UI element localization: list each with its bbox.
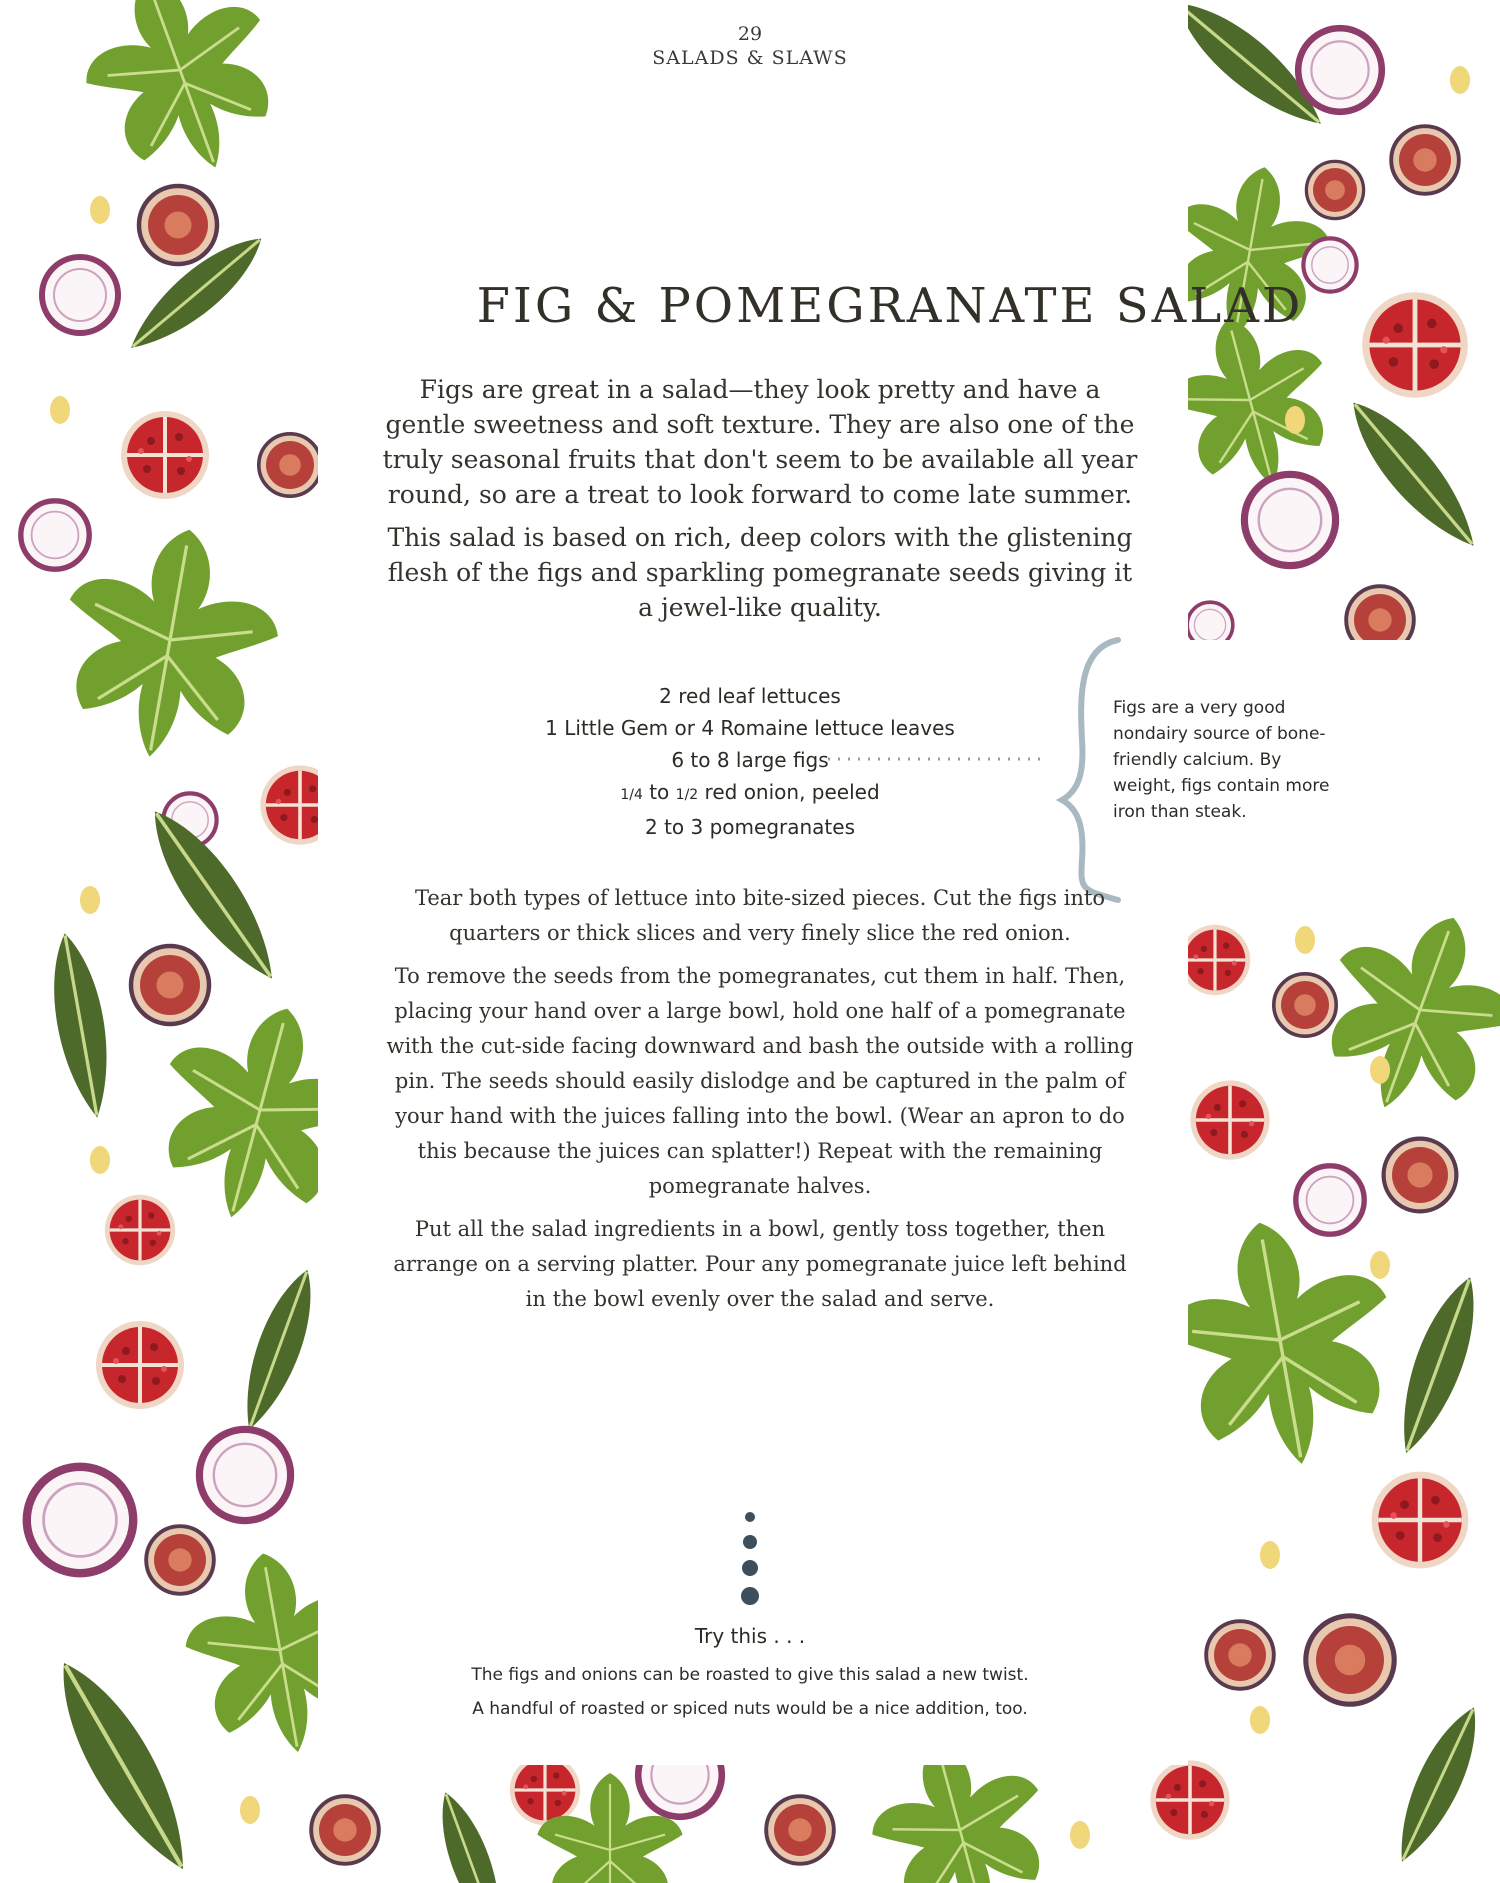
method-step: Tear both types of lettuce into bite-sized pieces. Cut the figs into quarters or thick slices and very finely slice the red onion. (414, 886, 1106, 945)
ingredient-rest: red onion, peeled (704, 780, 880, 804)
intro-paragraph: Figs are great in a salad—they look pretty and have a gentle sweetness and soft texture. They are also one of the truly seasonal fruits that don't seem to be available all year round, so are a treat to look forward to come late summer. (382, 375, 1138, 509)
ingredient-item (490, 776, 1010, 811)
recipe-title: FIG & POMEGRANATE SALAD (476, 278, 1304, 334)
tip-body (430, 1658, 1070, 1726)
ingredient-list (490, 680, 1010, 843)
ingredient-item: 6 to 8 large figs (671, 748, 829, 772)
ingredient-item: 2 red leaf lettuces (659, 684, 841, 708)
ingredient-item: 1 Little Gem or 4 Romaine lettuce leaves (545, 716, 955, 740)
fraction-to: 1/2 (675, 787, 699, 803)
recipe-intro (380, 372, 1140, 633)
tip-line: The figs and onions can be roasted to give this salad a new twist. (471, 1665, 1029, 1685)
recipe-method (380, 881, 1140, 1325)
ingredient-item: 2 to 3 pomegranates (645, 815, 855, 839)
method-step: To remove the seeds from the pomegranates, cut them in half. Then, placing your hand over a large bowl, hold one half of a pomegranate with the cut-side facing downward and bash the outside with a rolling pin. The seeds should easily dislodge and be captured in the palm of your hand with the juices falling into the bowl. (Wear an apron to do this because the juices can splatter!) Repeat with the remaining pomegranate halves. (386, 964, 1134, 1198)
page-header (0, 22, 1500, 70)
side-note: Figs are a very good nondairy source of bone-friendly calcium. By weight, figs contain more iron than steak. (1113, 698, 1330, 822)
method-step: Put all the salad ingredients in a bowl, gently toss together, then arrange on a serving platter. Pour any pomegranate juice left behind in the bowl evenly over the salad and serve. (393, 1217, 1127, 1311)
tip-heading: Try this . . . (694, 1624, 806, 1648)
tip-line: A handful of roasted or spiced nuts would be a nice addition, too. (472, 1699, 1028, 1719)
fraction-connector: to (649, 780, 670, 804)
section-title: SALADS & SLAWS (652, 47, 848, 69)
fraction-from: 1/4 (620, 787, 643, 803)
intro-paragraph: This salad is based on rich, deep colors with the glistening flesh of the figs and sparkling pomegranate seeds giving it a jewel-like quality. (387, 523, 1133, 622)
page-number: 29 (737, 23, 763, 45)
